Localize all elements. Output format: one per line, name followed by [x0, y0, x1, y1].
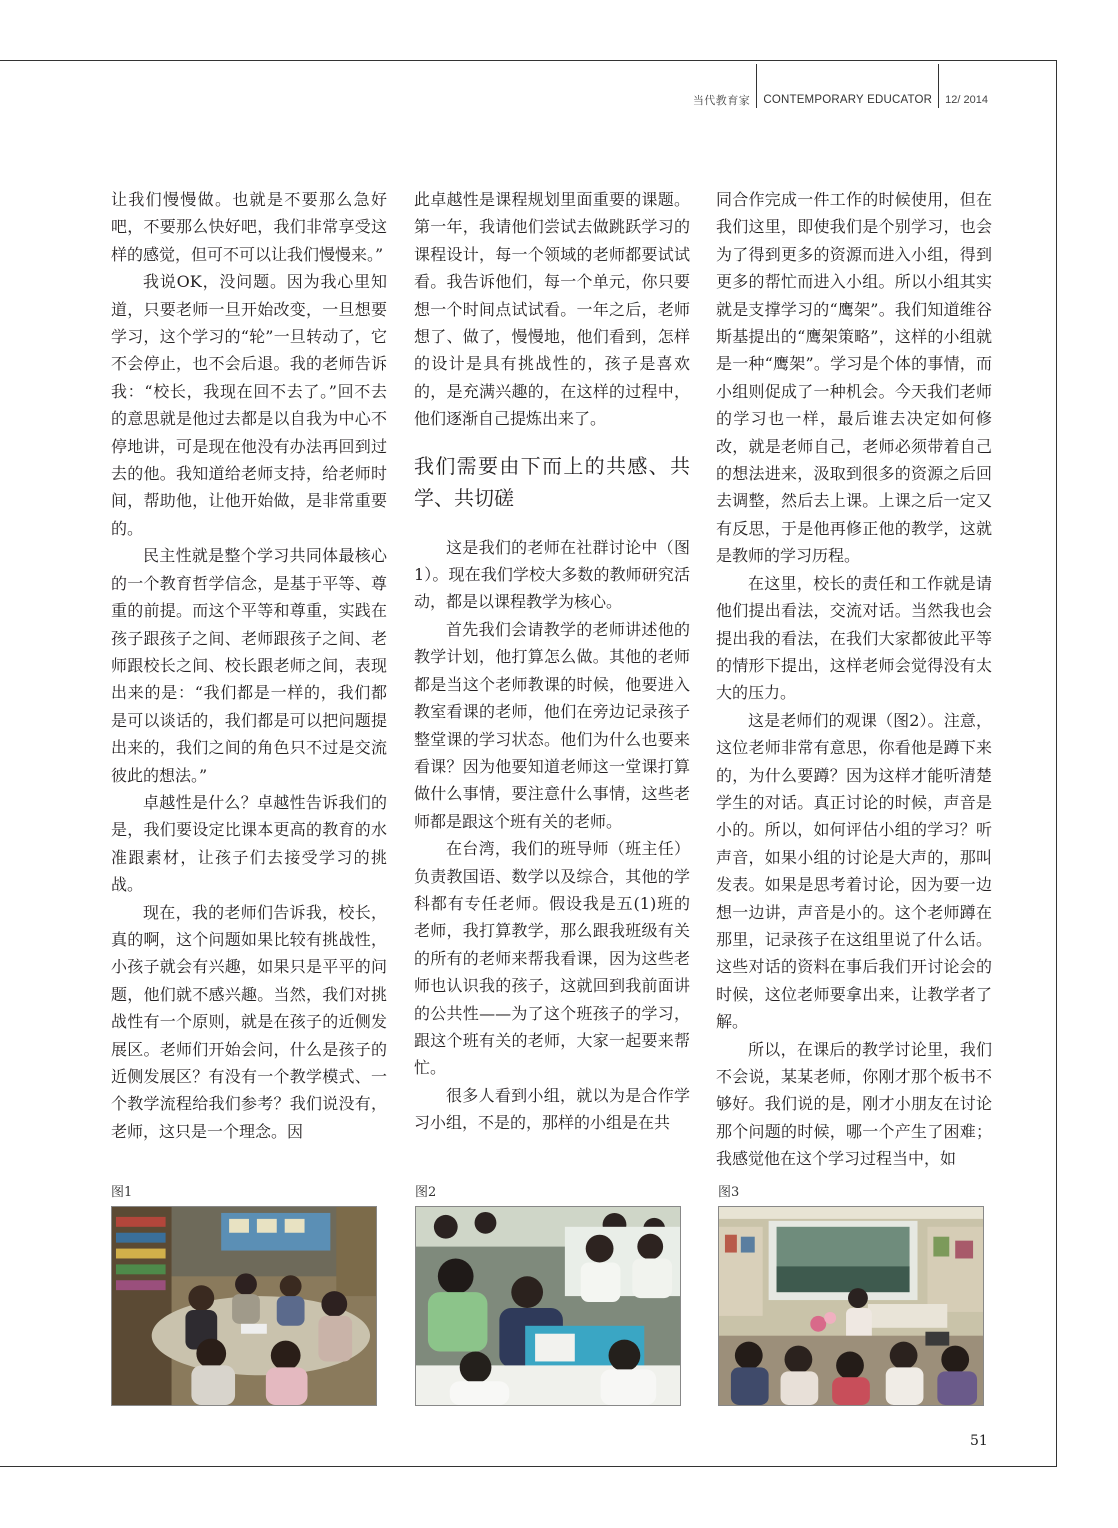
text-column-3 — [716, 186, 992, 1173]
paragraph: 卓越性是什么？卓越性告诉我们的是，我们要设定比课本更高的教育的水准跟素材，让孩子们去接受学习的挑战。 — [111, 792, 387, 895]
figure-3-photo — [718, 1206, 984, 1406]
top-rule — [0, 60, 1057, 61]
figure-2-label: 图2 — [415, 1185, 437, 1200]
figure-2 — [415, 1186, 681, 1406]
figure-3 — [718, 1186, 984, 1406]
page-number: 51 — [970, 1433, 988, 1449]
right-rule — [1056, 60, 1057, 1466]
paragraph: 我说OK，没问题。因为我心里知道，只要老师一旦开始改变，一旦想要学习，这个学习的“轮”一旦转动了，它不会停止，也不会后退。我的老师告诉我：“校长，我现在回不去了。”回不去的意思就是他过去都是以自我为中心不停地讲，可是现在他没有办法再回到过去的他。我知道给老师支持，给老师时间，帮助他，让他开始做，是非常重要的。 — [111, 272, 387, 538]
paragraph: 让我们慢慢做。也就是不要那么急好吧，不要那么快好吧，我们非常享受这样的感觉，但可不可以让我们慢慢来。” — [111, 190, 387, 264]
paragraph: 在台湾，我们的班导师（班主任）负责教国语、数学以及综合，其他的学科都有专任老师。假设我是五(1)班的老师，我打算教学，那么跟我班级有关的所有的老师来帮我看课，因为这些老师也认识我的孩子，这就回到我前面讲的公共性——为了这个班孩子的学习，跟这个班有关的老师，大家一起要来帮忙。 — [414, 839, 690, 1078]
figure-1-photo — [111, 1206, 377, 1406]
issue-number: 12/ 2014 — [945, 94, 988, 106]
paragraph: 很多人看到小组，就以为是合作学习小组，不是的，那样的小组是在共 — [414, 1085, 690, 1133]
section-heading: 我们需要由下而上的共感、共学、共切磋 — [414, 453, 690, 510]
figure-2-photo — [415, 1206, 681, 1406]
paragraph: 这是我们的老师在社群讨论中（图1）。现在我们学校大多数的教师研究活动，都是以课程教学为核心。 — [414, 537, 690, 612]
bottom-rule — [0, 1466, 1057, 1467]
paragraph: 现在，我的老师们告诉我，校长，真的啊，这个问题如果比较有挑战性，小孩子就会有兴趣，如果只是平平的问题，他们就不感兴趣。当然，我们对挑战性有一个原则，就是在孩子的近侧发展区。老师们开始会问，什么是孩子的近侧发展区？有没有一个教学模式、一个教学流程给我们参考？我们说没有，老师，这只是一个理念。因 — [111, 902, 387, 1141]
paragraph: 首先我们会请教学的老师讲述他的教学计划，他打算怎么做。其他的老师都是当这个老师教课的时候，他要进入教室看课的老师，他们在旁边记录孩子整堂课的学习状态。他们为什么也要来看课？因为他要知道老师这一堂课打算做什么事情，要注意什么事情，这些老师都是跟这个班有关的老师。 — [414, 619, 690, 831]
paragraph: 此卓越性是课程规划里面重要的课题。第一年，我请他们尝试去做跳跃学习的课程设计，每一个领域的老师都要试试看。我告诉他们，每一个单元，你只要想一个时间点试试看。一年之后，老师想了、做了，慢慢地，他们看到，怎样的设计是具有挑战性的，孩子是喜欢的，是充满兴趣的，在这样的过程中，他们逐渐自己提炼出来了。 — [414, 190, 690, 429]
figure-1 — [111, 1186, 377, 1406]
paragraph: 这是老师们的观课（图2）。注意，这位老师非常有意思，你看他是蹲下来的，为什么要蹲？因为这样才能听清楚学生的对话。真正讨论的时候，声音是小的。所以，如何评估小组的学习？听声音，如果小组的讨论是大声的，那叫发表。如果是思考着讨论，因为要一边想一边讲，声音是小的。这个老师蹲在那里，记录孩子在这组里说了什么话。这些对话的资料在事后我们开讨论会的时候，这位老师要拿出来，让教学者了解。 — [716, 710, 992, 1032]
figure-1-label: 图1 — [111, 1185, 133, 1200]
figure-3-label: 图3 — [718, 1185, 740, 1200]
header-separator — [756, 64, 757, 108]
paragraph: 民主性就是整个学习共同体最核心的一个教育哲学信念，是基于平等、尊重的前提。而这个平等和尊重，实践在孩子跟孩子之间、老师跟孩子之间、老师跟校长之间、校长跟老师之间，表现出来的是：“我们都是一样的，我们都是可以谈话的，我们都是可以把问题提出来的，我们之间的角色只不过是交流彼此的想法。” — [111, 546, 387, 785]
paragraph: 所以，在课后的教学讨论里，我们不会说，某某老师，你刚才那个板书不够好。我们说的是，刚才小朋友在讨论那个问题的时候，哪一个产生了困难；我感觉他在这个学习过程当中，如 — [716, 1039, 992, 1169]
paragraph: 同合作完成一件工作的时候使用，但在我们这里，即使我们是个别学习，也会为了得到更多的资源而进入小组，得到更多的帮忙而进入小组。所以小组其实就是支撑学习的“鹰架”。我们知道维谷斯基提出的“鹰架策略”，这样的小组就是一种“鹰架”。学习是个体的事情，而小组则促成了一种机会。今天我们老师的学习也一样，最后谁去决定如何修改，就是老师自己，老师必须带着自己的想法进来，汲取到很多的资源之后回去调整，然后去上课。上课之后一定又有反思，于是他再修正他的教学，这就是教师的学习历程。 — [716, 190, 992, 566]
text-column-2 — [414, 186, 690, 1137]
paragraph: 在这里，校长的责任和工作就是请他们提出看法，交流对话。当然我也会提出我的看法，在我们大家都彼此平等的情形下提出，这样老师会觉得没有太大的压力。 — [716, 573, 992, 703]
magazine-title-zh: 当代教育家 — [692, 95, 751, 107]
text-column-1 — [111, 186, 387, 1145]
header-separator — [938, 64, 939, 108]
magazine-title-en: CONTEMPORARY EDUCATOR — [763, 94, 933, 106]
running-header — [693, 92, 988, 108]
